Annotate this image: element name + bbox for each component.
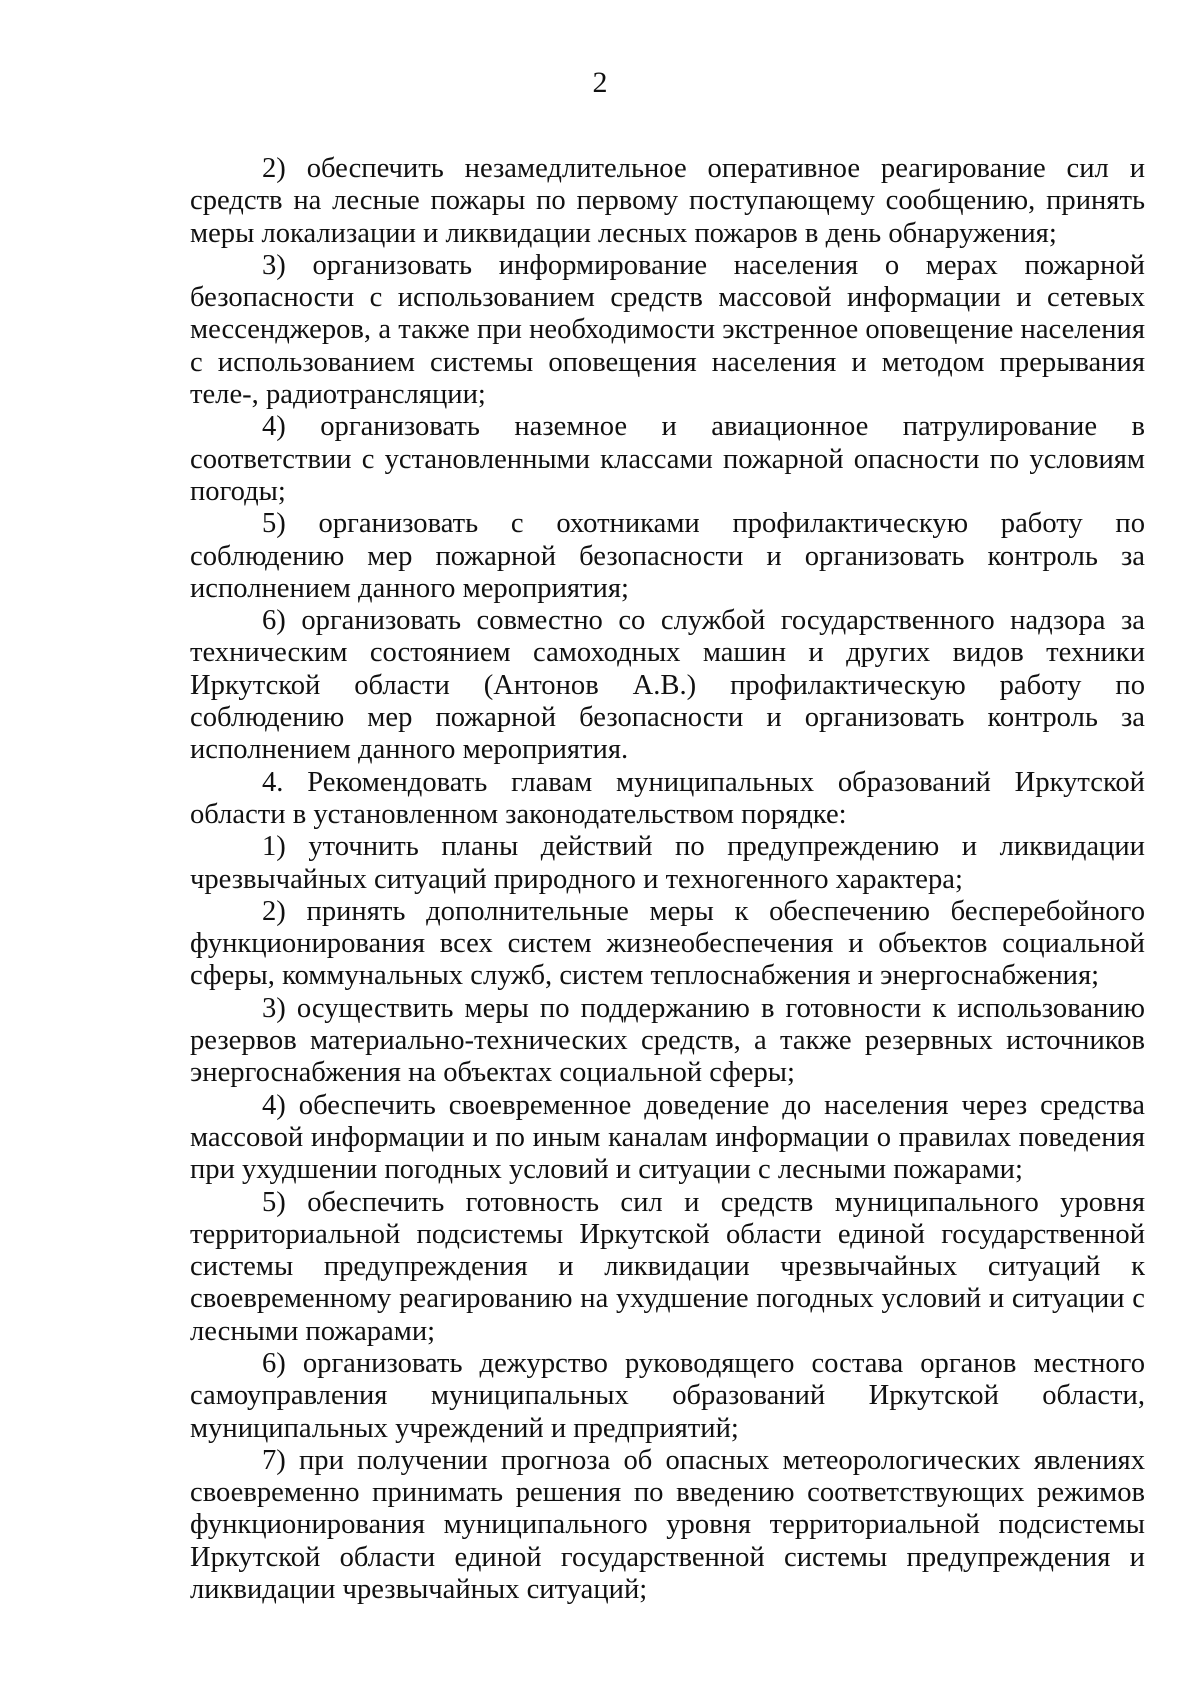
- paragraph-item-5: 5) организовать с охотниками профилактическую работу по соблюдению мер пожарной безопасности и организовать контроль за исполнением данного мероприятия;: [190, 508, 1145, 604]
- paragraph-subitem-1: 1) уточнить планы действий по предупреждению и ликвидации чрезвычайных ситуаций природного и техногенного характера;: [190, 831, 1145, 895]
- paragraph-item-4: 4) организовать наземное и авиационное патрулирование в соответствии с установленными классами пожарной опасности по условиям погоды;: [190, 411, 1145, 507]
- page-number: 2: [592, 66, 608, 99]
- paragraph-subitem-3: 3) осуществить меры по поддержанию в готовности к использованию резервов материально-технических средств, а также резервных источников энергоснабжения на объектах социальной сферы;: [190, 992, 1145, 1089]
- paragraph-item-3: 3) организовать информирование населения о мерах пожарной безопасности с использованием средств массовой информации и сетевых мессенджеров, а также при необходимости экстренное оповещение населения с использованием системы оповещения населения и методом прерывания теле-, радиотрансляции;: [190, 249, 1145, 411]
- paragraph-subitem-5: 5) обеспечить готовность сил и средств муниципального уровня территориальной подсистемы Иркутской области единой государственной системы предупреждения и ликвидации чрезвычайных ситуаций к своевременному реагированию на ухудшение погодных условий и ситуации с лесными пожарами;: [190, 1186, 1145, 1347]
- paragraph-subitem-6: 6) организовать дежурство руководящего состава органов местного самоуправления муниципальных образований Иркутской области, муниципальных учреждений и предприятий;: [190, 1347, 1145, 1444]
- document-body: [190, 153, 1145, 1606]
- paragraph-subitem-4: 4) обеспечить своевременное доведение до населения через средства массовой информации и по иным каналам информации о правилах поведения при ухудшении погодных условий и ситуации с лесными пожарами;: [190, 1089, 1145, 1186]
- paragraph-item-2: 2) обеспечить незамедлительное оперативное реагирование сил и средств на лесные пожары по первому поступающему сообщению, принять меры локализации и ликвидации лесных пожаров в день обнаружения;: [190, 153, 1145, 249]
- paragraph-item-6: 6) организовать совместно со службой государственного надзора за техническим состоянием самоходных машин и других видов техники Иркутской области (Антонов А.В.) профилактическую работу по соблюдению мер пожарной безопасности и организовать контроль за исполнением данного мероприятия.: [190, 605, 1145, 766]
- paragraph-section-4: 4. Рекомендовать главам муниципальных образований Иркутской области в установленном законодательством порядке:: [190, 766, 1145, 830]
- paragraph-subitem-7: 7) при получении прогноза об опасных метеорологических явлениях своевременно принимать решения по введению соответствующих режимов функционирования муниципального уровня территориальной подсистемы Иркутской области единой государственной системы предупреждения и ликвидации чрезвычайных ситуаций;: [190, 1444, 1145, 1606]
- paragraph-subitem-2: 2) принять дополнительные меры к обеспечению бесперебойного функционирования всех систем жизнеобеспечения и объектов социальной сферы, коммунальных служб, систем теплоснабжения и энергоснабжения;: [190, 895, 1145, 992]
